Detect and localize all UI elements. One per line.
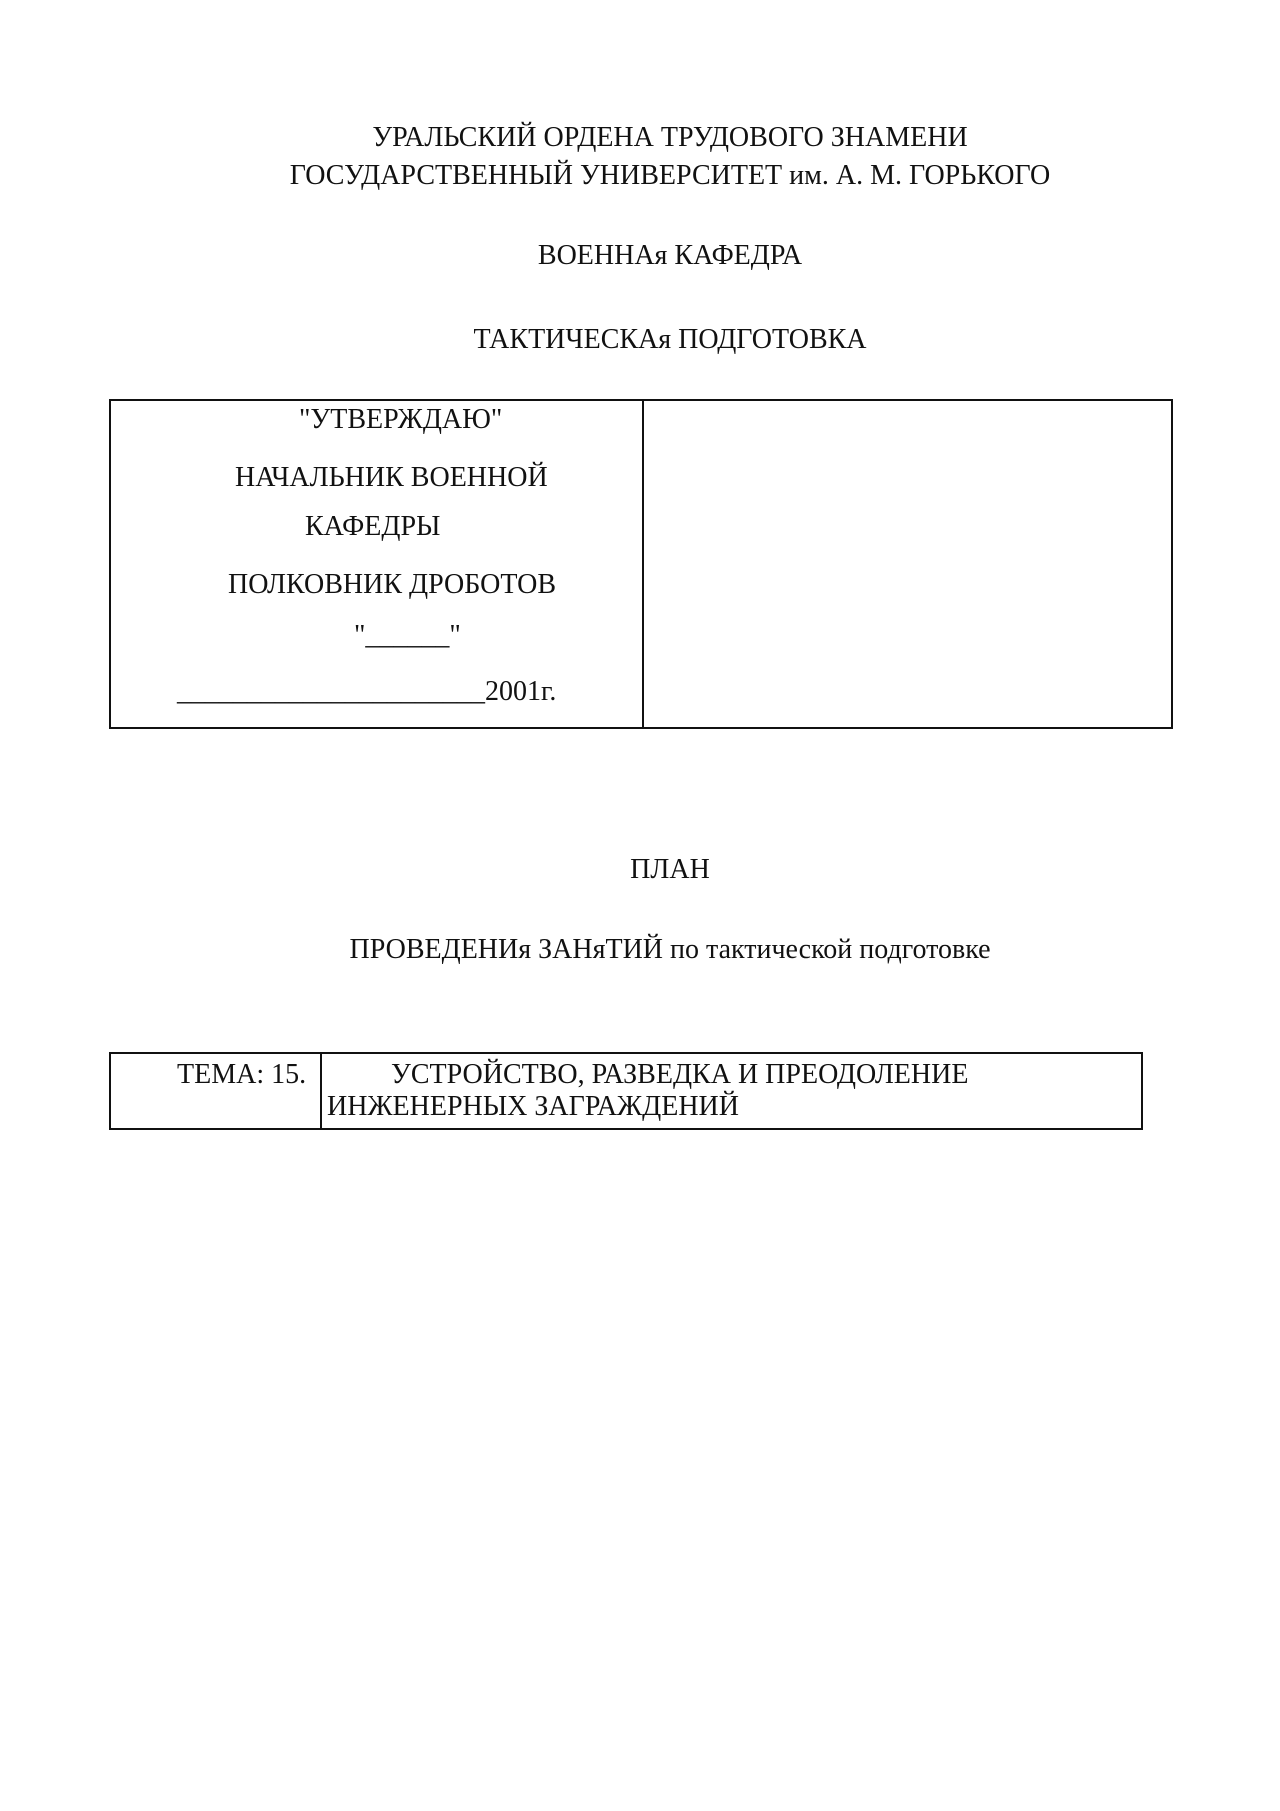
- university-name-line-1: УРАЛЬСКИЙ ОРДЕНА ТРУДОВОГО ЗНАМЕНИ: [372, 122, 968, 153]
- empty-cell: [644, 401, 1171, 727]
- topic-table: [109, 1052, 1143, 1130]
- discipline-title: ТАКТИЧЕСКАя ПОДГОТОВКА: [473, 324, 867, 355]
- approval-cell: [111, 401, 642, 727]
- topic-title-line-2: ИНЖЕНЕРНЫХ ЗАГРАЖДЕНИЙ: [327, 1091, 739, 1122]
- chief-title-line-1: НАЧАЛЬНИК ВОЕННОЙ: [235, 462, 548, 493]
- plan-title: ПЛАН: [630, 854, 710, 885]
- topic-label: ТЕМА: 15.: [177, 1059, 307, 1090]
- chief-title-line-2: КАФЕДРЫ: [305, 511, 441, 542]
- university-name-line-2: ГОСУДАРСТВЕННЫЙ УНИВЕРСИТЕТ им. А. М. ГОРЬКОГО: [289, 160, 1051, 191]
- department-title: ВОЕННАя КАФЕДРА: [537, 240, 803, 271]
- approval-date-line: ______________________2001г.: [177, 676, 557, 707]
- approve-heading: "УТВЕРЖДАЮ": [299, 404, 503, 435]
- plan-subtitle: ПРОВЕДЕНИя ЗАНяТИЙ по тактической подготовке: [349, 934, 991, 965]
- approval-day-blank: "______": [354, 620, 461, 651]
- topic-title-line-1: УСТРОЙСТВО, РАЗВЕДКА И ПРЕОДОЛЕНИЕ: [391, 1059, 969, 1090]
- approver-name: ПОЛКОВНИК ДРОБОТОВ: [228, 569, 557, 600]
- table-divider: [320, 1054, 322, 1128]
- approval-table: [109, 399, 1173, 729]
- topic-title: [327, 1059, 1127, 1123]
